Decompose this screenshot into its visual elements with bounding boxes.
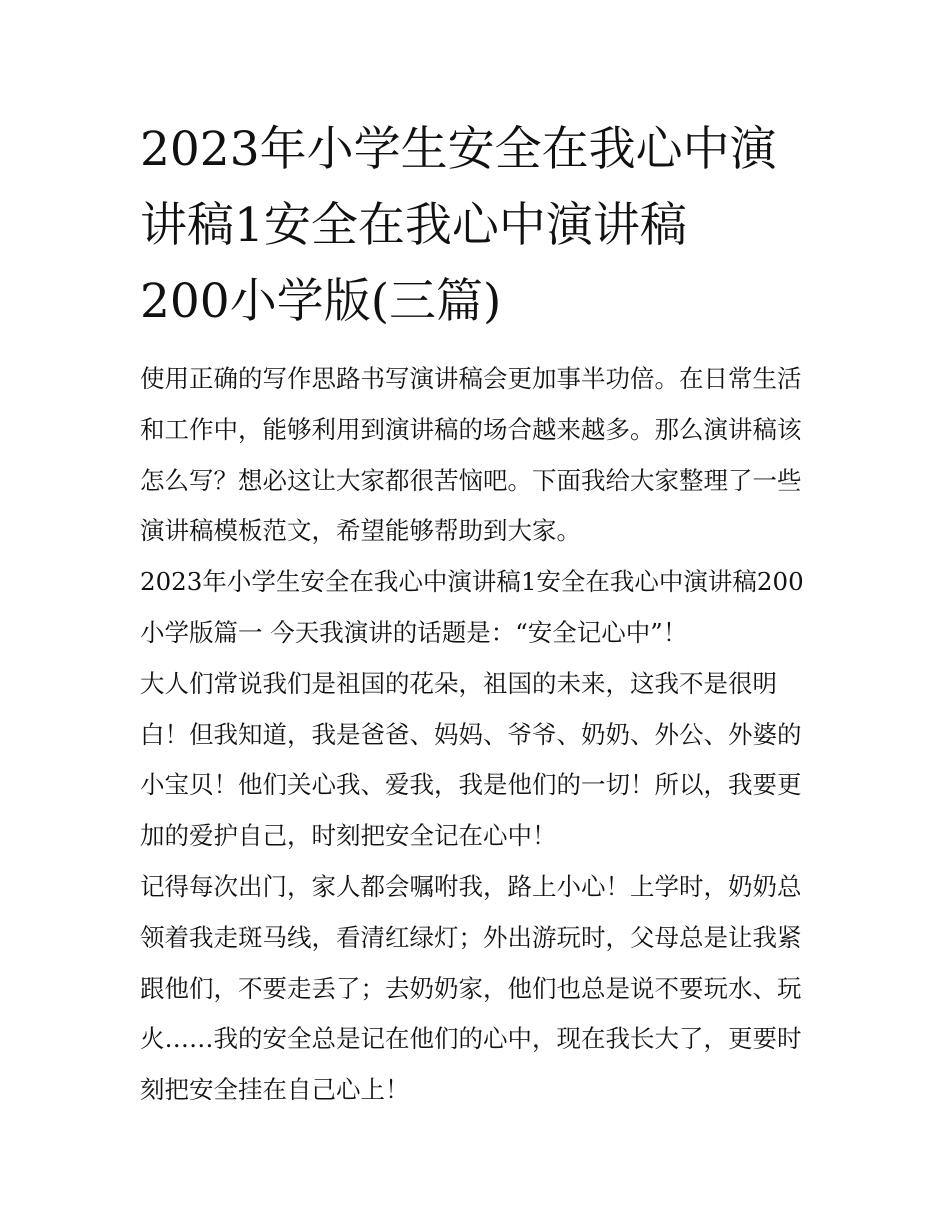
document-body xyxy=(140,354,830,1116)
paragraph-body-2 xyxy=(140,862,830,1116)
text-line: 白！但我知道，我是爸爸、妈妈、爷爷、奶奶、外公、外婆的 xyxy=(140,719,802,749)
paragraph-body-1 xyxy=(140,659,830,862)
text-line: 怎么写？想必这让大家都很苦恼吧。下面我给大家整理了一些 xyxy=(140,465,802,495)
text-line: 和工作中，能够利用到演讲稿的场合越来越多。那么演讲稿该 xyxy=(140,414,802,444)
paragraph-intro xyxy=(140,354,830,557)
text-line: 小宝贝！他们关心我、爱我，我是他们的一切！所以，我要更 xyxy=(140,770,802,800)
document-title xyxy=(140,112,820,340)
text-line: 演讲稿模板范文，希望能够帮助到大家。 xyxy=(140,516,581,546)
title-line: 讲稿1安全在我心中演讲稿 xyxy=(140,198,687,253)
title-line: 200小学版(三篇) xyxy=(140,274,502,329)
title-line: 2023年小学生安全在我心中演 xyxy=(140,122,777,177)
text-line: 小学版篇一 今天我演讲的话题是：“安全记心中”！ xyxy=(140,617,688,647)
text-line: 记得每次出门，家人都会嘱咐我，路上小心！上学时，奶奶总 xyxy=(140,871,802,901)
text-line: 加的爱护自己，时刻把安全记在心中！ xyxy=(140,821,557,851)
text-line: 大人们常说我们是祖国的花朵，祖国的未来，这我不是很明 xyxy=(140,668,777,698)
text-line: 领着我走斑马线，看清红绿灯；外出游玩时，父母总是让我紧 xyxy=(140,922,802,952)
text-line: 使用正确的写作思路书写演讲稿会更加事半功倍。在日常生活 xyxy=(140,364,802,393)
text-line: 跟他们，不要走丢了；去奶奶家，他们也总是说不要玩水、玩 xyxy=(140,973,802,1003)
paragraph-heading xyxy=(140,557,830,659)
text-line: 刻把安全挂在自己心上！ xyxy=(140,1075,410,1105)
text-line: 火……我的安全总是记在他们的心中，现在我长大了，更要时 xyxy=(140,1024,802,1054)
text-line: 2023年小学生安全在我心中演讲稿1安全在我心中演讲稿200 xyxy=(140,567,804,597)
